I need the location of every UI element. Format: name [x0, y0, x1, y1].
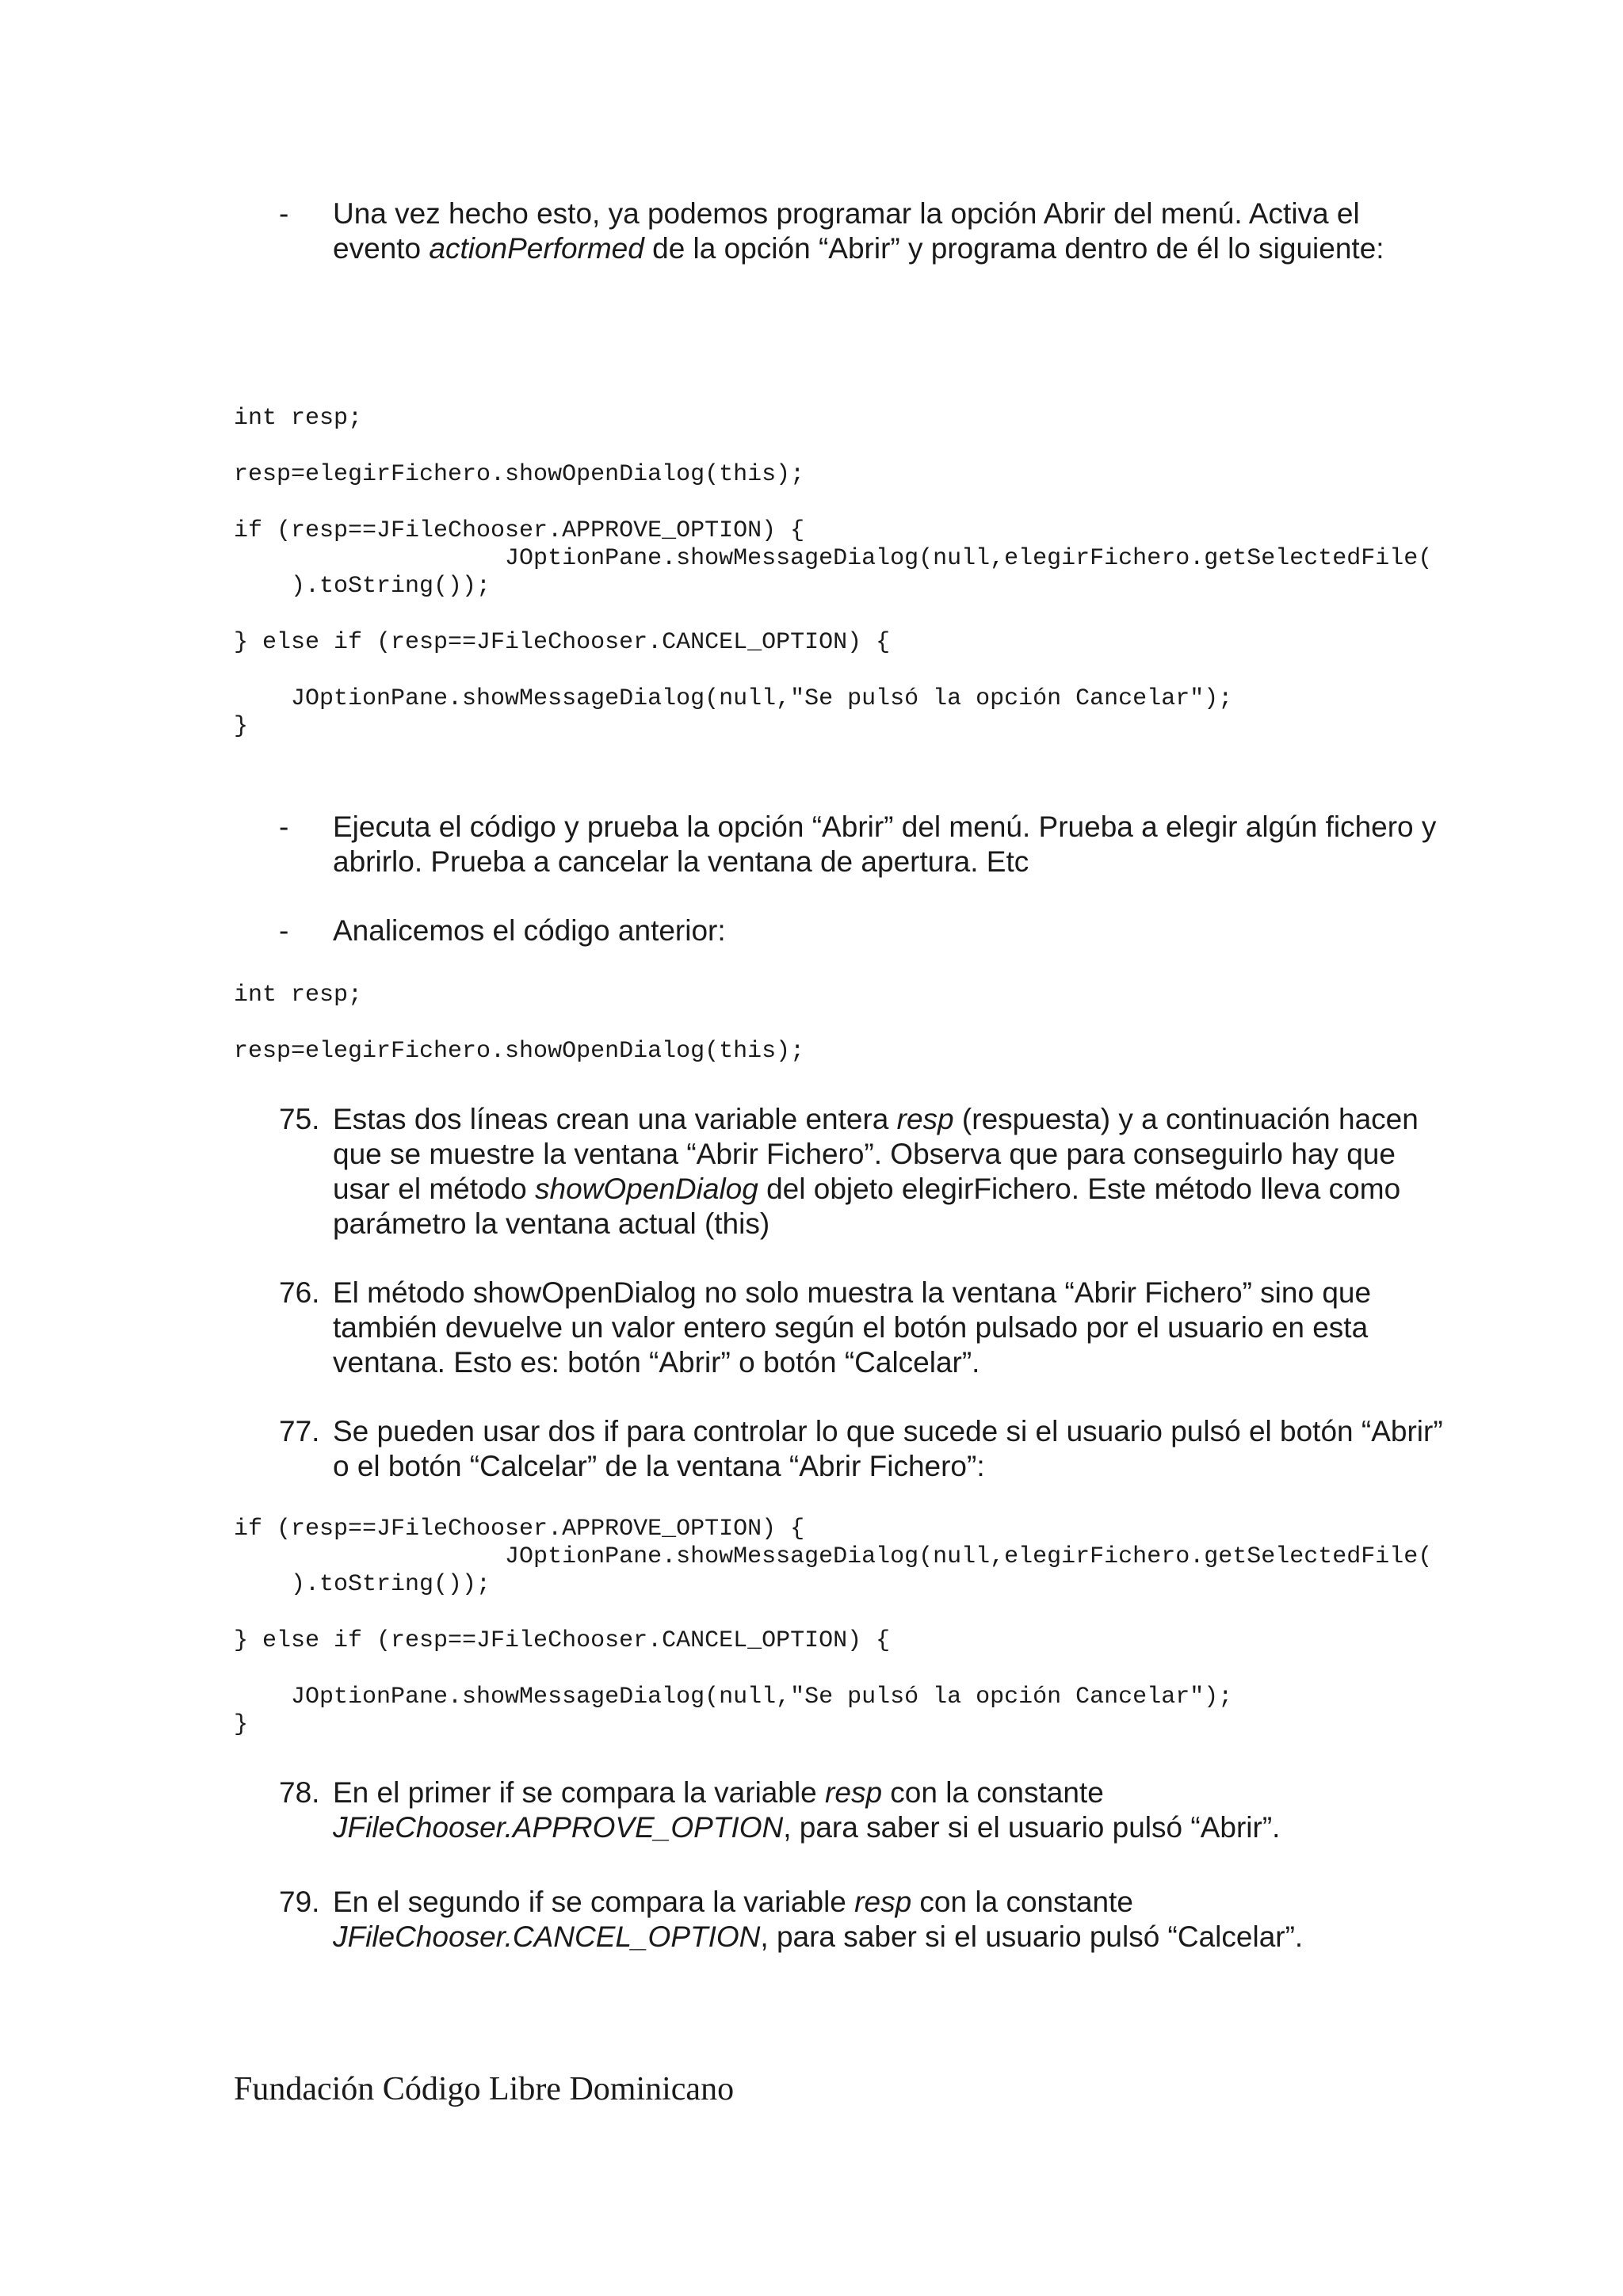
bullet-marker: - [279, 810, 289, 843]
bullet-2-line-1: Ejecuta el código y prueba la opción “Abrir” del menú. Prueba a elegir algún fichero y [333, 810, 1437, 843]
code-line: JOptionPane.showMessageDialog(null,"Se pulsó la opción Cancelar"); [234, 1684, 1233, 1711]
item-79-line-1: En el segundo if se compara la variable resp con la constante [333, 1886, 1133, 1918]
item-75-line-4: parámetro la ventana actual (this) [333, 1207, 770, 1240]
list-number: 79. [279, 1886, 320, 1918]
code-line: if (resp==JFileChooser.APPROVE_OPTION) { [234, 517, 805, 544]
code-line: JOptionPane.showMessageDialog(null,elegirFichero.getSelectedFile( [234, 545, 1433, 572]
code-line: } [234, 1711, 249, 1738]
code-line: int resp; [234, 405, 363, 432]
list-number: 77. [279, 1415, 320, 1447]
bullet-marker: - [279, 197, 289, 230]
item-77-line-2: o el botón “Calcelar” de la ventana “Abrir Fichero”: [333, 1450, 985, 1482]
code-line: if (resp==JFileChooser.APPROVE_OPTION) { [234, 1516, 805, 1543]
item-76-line-3: ventana. Esto es: botón “Abrir” o botón “Calcelar”. [333, 1346, 980, 1379]
list-number: 78. [279, 1776, 320, 1809]
bullet-2-line-2: abrirlo. Prueba a cancelar la ventana de apertura. Etc [333, 845, 1029, 878]
code-line: ).toString()); [234, 573, 491, 600]
bullet-1-line-2: evento actionPerformed de la opción “Abrir” y programa dentro de él lo siguiente: [333, 232, 1384, 265]
code-line: int resp; [234, 982, 363, 1009]
page-footer: Fundación Código Libre Dominicano [234, 2071, 735, 2107]
bullet-3-line-1: Analicemos el código anterior: [333, 914, 726, 947]
item-76-line-1: El método showOpenDialog no solo muestra la ventana “Abrir Fichero” sino que [333, 1276, 1372, 1309]
item-75-line-2: que se muestre la ventana “Abrir Fichero”. Observa que para conseguirlo hay que [333, 1138, 1396, 1170]
code-line: } else if (resp==JFileChooser.CANCEL_OPTION) { [234, 1627, 891, 1654]
item-75-line-3: usar el método showOpenDialog del objeto elegirFichero. Este método lleva como [333, 1173, 1401, 1205]
item-77-line-1: Se pueden usar dos if para controlar lo que sucede si el usuario pulsó el botón “Abrir” [333, 1415, 1443, 1447]
list-number: 76. [279, 1276, 320, 1309]
code-line: resp=elegirFichero.showOpenDialog(this); [234, 1038, 805, 1065]
bullet-1-line-1: Una vez hecho esto, ya podemos programar la opción Abrir del menú. Activa el [333, 197, 1360, 230]
code-line: JOptionPane.showMessageDialog(null,elegirFichero.getSelectedFile( [234, 1543, 1433, 1570]
item-76-line-2: también devuelve un valor entero según el botón pulsado por el usuario en esta [333, 1311, 1369, 1344]
code-line: resp=elegirFichero.showOpenDialog(this); [234, 461, 805, 488]
list-number: 75. [279, 1103, 320, 1135]
code-line: ).toString()); [234, 1571, 491, 1598]
item-75-line-1: Estas dos líneas crean una variable entera resp (respuesta) y a continuación hacen [333, 1103, 1419, 1135]
code-line: } else if (resp==JFileChooser.CANCEL_OPTION) { [234, 629, 891, 656]
item-79-line-2: JFileChooser.CANCEL_OPTION, para saber si el usuario pulsó “Calcelar”. [333, 1920, 1304, 1953]
bullet-marker: - [279, 914, 289, 947]
code-line: JOptionPane.showMessageDialog(null,"Se pulsó la opción Cancelar"); [234, 685, 1233, 712]
item-78-line-2: JFileChooser.APPROVE_OPTION, para saber si el usuario pulsó “Abrir”. [333, 1811, 1281, 1844]
code-line: } [234, 713, 249, 740]
item-78-line-1: En el primer if se compara la variable resp con la constante [333, 1776, 1104, 1809]
